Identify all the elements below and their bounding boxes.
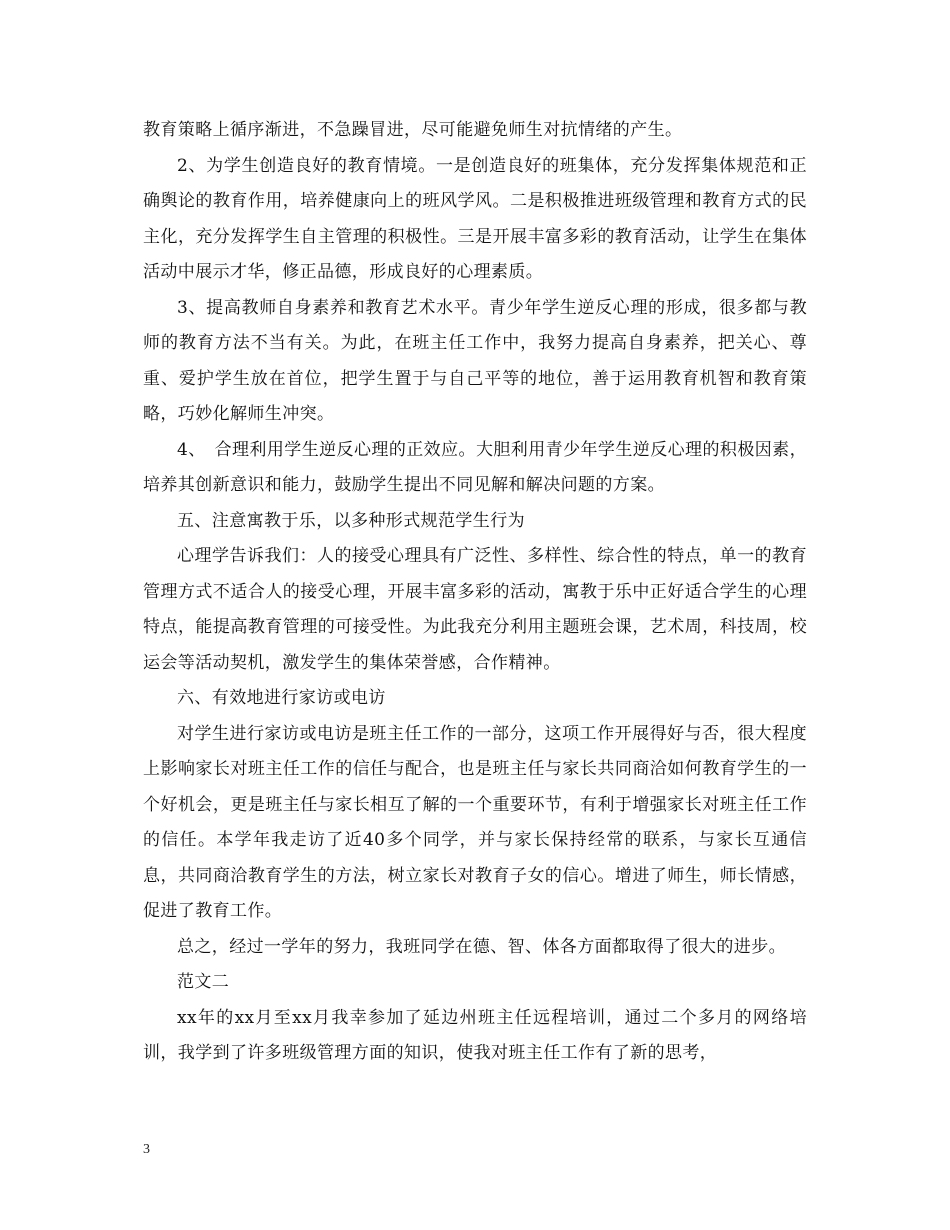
page-number: 3 [143, 1142, 150, 1157]
section-heading-6: 六、有效地进行家访或电访 [177, 688, 386, 708]
paragraph-sample-2: xx年的xx月至xx月我幸参加了延边州班主任远程培训，通过二个多月的网络培训，我学到了许多班级管理方面的知识，使我对班主任工作有了新的思考， [143, 1007, 807, 1063]
paragraph-section-6: 对学生进行家访或电访是班主任工作的一部分，这项工作开展得好与否，很大程度上影响家长对班主任工作的信任与配合，也是班主任与家长共同商洽如何教育学生的一个好机会，更是班主任与家长相互了解的一个重要环节，有利于增强家长对班主任工作的信任。本学年我走访了近40多个同学，并与家长保持经常的联系，与家长互通信息，共同商洽教育学生的方法，树立家长对教育子女的信心。增进了师生，师长情感，促进了教育工作。 [143, 723, 807, 921]
paragraph-item-3: 3、提高教师自身素养和教育艺术水平。青少年学生逆反心理的形成，很多都与教师的教育方法不当有关。为此，在班主任工作中，我努力提高自身素养，把关心、尊重、爱护学生放在首位，把学生置于与自己平等的地位，善于运用教育机智和教育策略，巧妙化解师生冲突。 [143, 297, 807, 424]
paragraph-section-5: 心理学告诉我们：人的接受心理具有广泛性、多样性、综合性的特点，单一的教育管理方式不适合人的接受心理，开展丰富多彩的活动，寓教于乐中正好适合学生的心理特点，能提高教育管理的可接受性。为此我充分利用主题班会课，艺术周，科技周，校运会等活动契机，激发学生的集体荣誉感，合作精神。 [143, 546, 807, 673]
paragraph-item-4: 4、 合理利用学生逆反心理的正效应。大胆利用青少年学生逆反心理的积极因素，培养其创新意识和能力，鼓励学生提出不同见解和解决问题的方案。 [143, 439, 807, 495]
document-body [143, 113, 807, 1072]
paragraph-item-2: 2、为学生创造良好的教育情境。一是创造良好的班集体，充分发挥集体规范和正确舆论的教育作用，培养健康向上的班风学风。二是积极推进班级管理和教育方式的民主化，充分发挥学生自主管理的积极性。三是开展丰富多彩的教育活动，让学生在集体活动中展示才华，修正品德，形成良好的心理素质。 [143, 155, 807, 282]
sample-heading: 范文二 [177, 972, 230, 992]
paragraph-continuation: 教育策略上循序渐进，不急躁冒进，尽可能避免师生对抗情绪的产生。 [143, 120, 683, 140]
paragraph-summary: 总之，经过一学年的努力，我班同学在德、智、体各方面都取得了很大的进步。 [177, 936, 786, 957]
section-heading-5: 五、注意寓教于乐，以多种形式规范学生行为 [177, 510, 525, 531]
